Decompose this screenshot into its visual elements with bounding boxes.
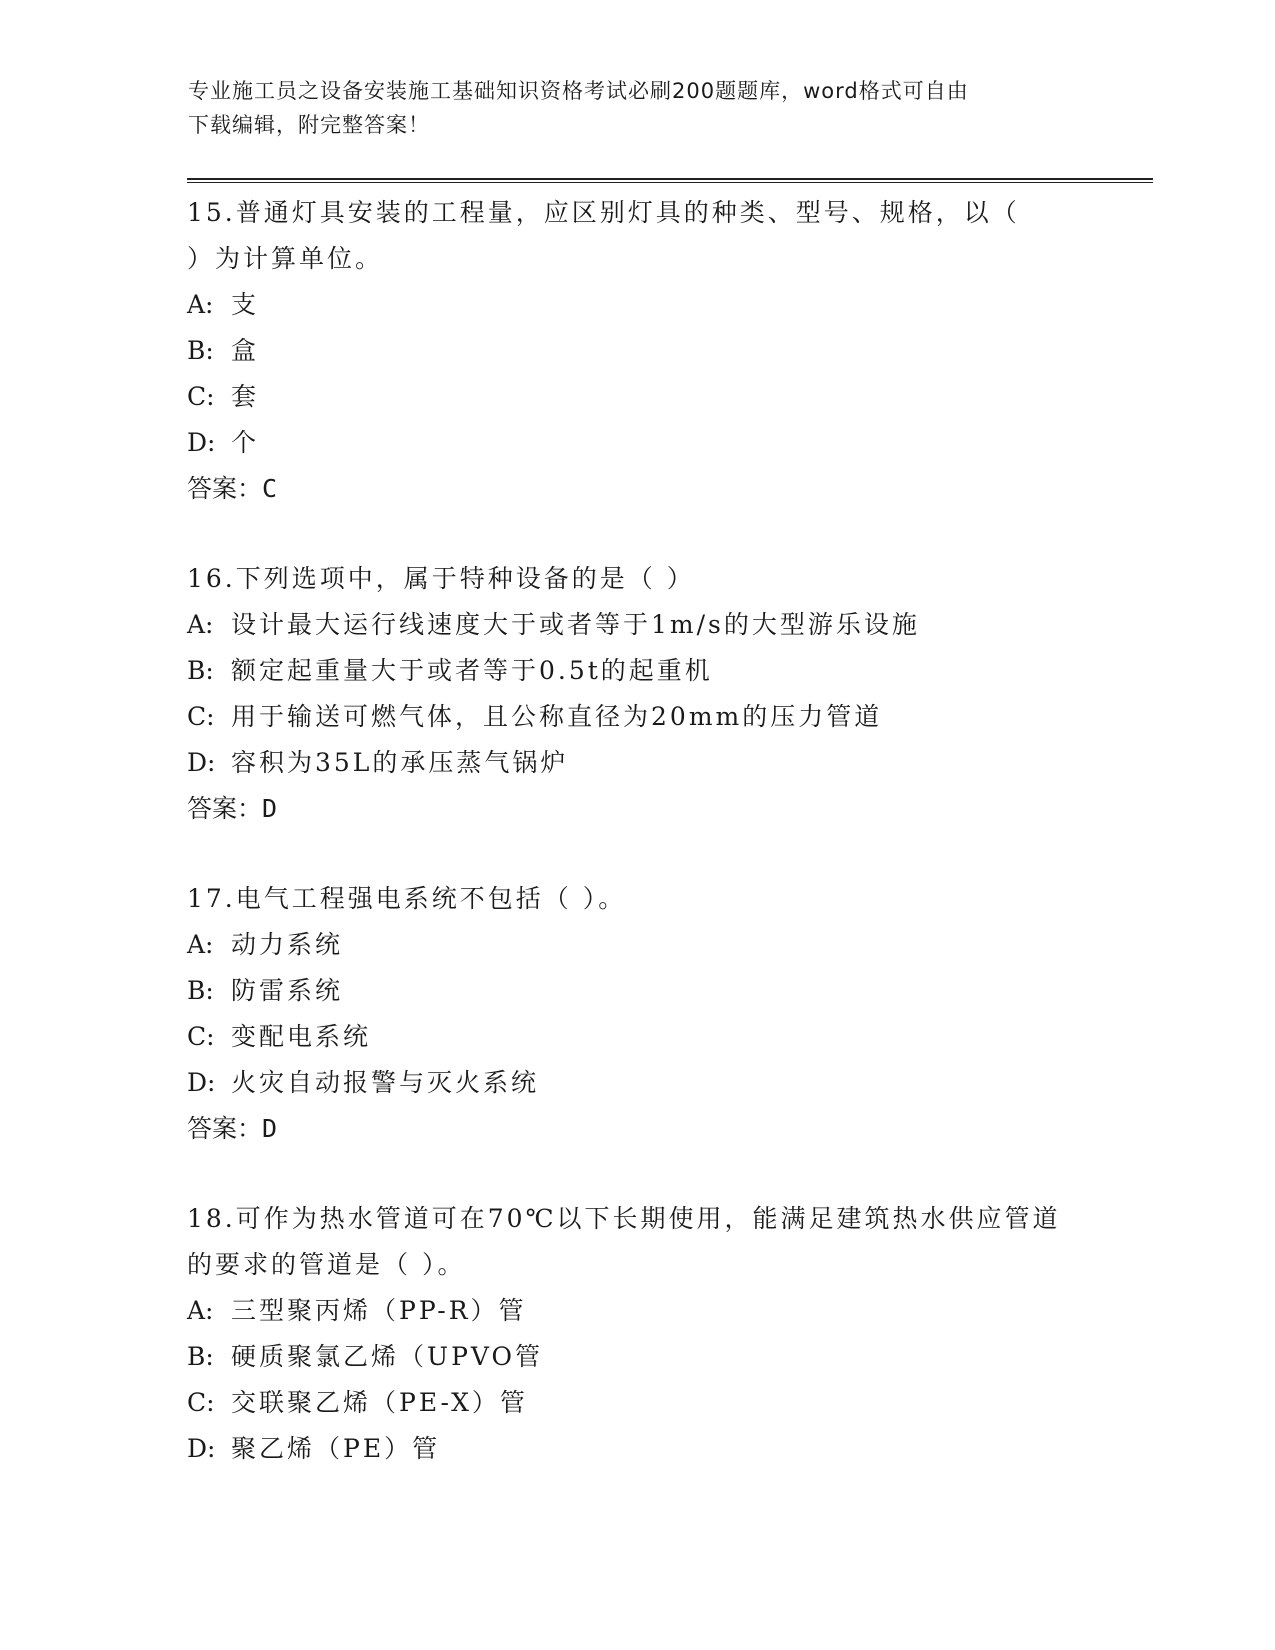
option-text: 个 — [231, 428, 260, 457]
option-d — [187, 1060, 1087, 1106]
answer-line — [187, 466, 1087, 512]
question-16 — [187, 556, 1087, 832]
option-letter: B: — [187, 336, 214, 365]
option-d — [187, 1426, 1087, 1472]
option-d — [187, 420, 1087, 466]
option-a — [187, 1288, 1087, 1334]
answer-value: C — [262, 474, 278, 503]
question-17 — [187, 876, 1087, 1152]
question-stem-line: 18.可作为热水管道可在70℃以下长期使用，能满足建筑热水供应管道 — [187, 1204, 1061, 1233]
option-c — [187, 374, 1087, 420]
option-letter: D: — [187, 748, 216, 777]
option-d — [187, 740, 1087, 786]
option-a — [187, 922, 1087, 968]
option-text: 额定起重量大于或者等于0.5t的起重机 — [231, 656, 713, 685]
document-header — [188, 74, 1088, 142]
question-stem-line: 16.下列选项中，属于特种设备的是（ ） — [187, 564, 695, 593]
option-letter: D: — [187, 428, 216, 457]
answer-value: D — [262, 1114, 278, 1143]
answer-label: 答案： — [187, 1114, 263, 1143]
answer-label: 答案： — [187, 794, 263, 823]
option-text: 火灾自动报警与灭火系统 — [231, 1068, 540, 1097]
question-15 — [187, 190, 1087, 512]
option-text: 用于输送可燃气体，且公称直径为20mm的压力管道 — [231, 702, 883, 731]
option-text: 套 — [231, 382, 260, 411]
option-b — [187, 648, 1087, 694]
option-text: 盒 — [231, 336, 260, 365]
option-letter: B: — [187, 976, 214, 1005]
header-line-2: 下载编辑，附完整答案！ — [188, 113, 430, 137]
option-letter: D: — [187, 1434, 216, 1463]
option-letter: A: — [187, 290, 214, 319]
option-text: 动力系统 — [231, 930, 344, 959]
option-text: 聚乙烯（PE）管 — [231, 1434, 441, 1463]
option-a — [187, 282, 1087, 328]
option-letter: A: — [187, 610, 214, 639]
option-c — [187, 694, 1087, 740]
question-stem-line: 15.普通灯具安装的工程量，应区别灯具的种类、型号、规格，以（ — [187, 198, 1020, 227]
option-text: 交联聚乙烯（PE-X）管 — [231, 1388, 528, 1417]
answer-line — [187, 1106, 1087, 1152]
header-line-1: 专业施工员之设备安装施工基础知识资格考试必刷200题题库，word格式可自由 — [188, 79, 969, 103]
option-text: 容积为35L的承压蒸气锅炉 — [231, 748, 569, 777]
question-stem-line: 17.电气工程强电系统不包括（ ）。 — [187, 884, 627, 913]
option-letter: C: — [187, 382, 215, 411]
header-divider — [187, 178, 1153, 183]
option-b — [187, 328, 1087, 374]
option-a — [187, 602, 1087, 648]
question-18 — [187, 1196, 1087, 1472]
option-text: 变配电系统 — [231, 1022, 372, 1051]
answer-value: D — [262, 794, 278, 823]
option-letter: A: — [187, 1296, 214, 1325]
option-letter: C: — [187, 702, 215, 731]
question-stem-line: 的要求的管道是（ ）。 — [187, 1250, 466, 1279]
answer-line — [187, 786, 1087, 832]
option-text: 三型聚丙烯（PP-R）管 — [231, 1296, 527, 1325]
question-stem-line: ）为计算单位。 — [187, 244, 384, 273]
question-list — [187, 190, 1087, 1516]
option-text: 设计最大运行线速度大于或者等于1m/s的大型游乐设施 — [231, 610, 920, 639]
option-letter: A: — [187, 930, 214, 959]
option-text: 防雷系统 — [231, 976, 344, 1005]
option-c — [187, 1014, 1087, 1060]
option-letter: B: — [187, 1342, 214, 1371]
option-letter: B: — [187, 656, 214, 685]
option-c — [187, 1380, 1087, 1426]
option-b — [187, 1334, 1087, 1380]
option-letter: C: — [187, 1388, 215, 1417]
option-letter: D: — [187, 1068, 216, 1097]
option-b — [187, 968, 1087, 1014]
option-text: 硬质聚氯乙烯（UPVO管 — [231, 1342, 544, 1371]
answer-label: 答案： — [187, 474, 263, 503]
option-text: 支 — [231, 290, 260, 319]
option-letter: C: — [187, 1022, 215, 1051]
